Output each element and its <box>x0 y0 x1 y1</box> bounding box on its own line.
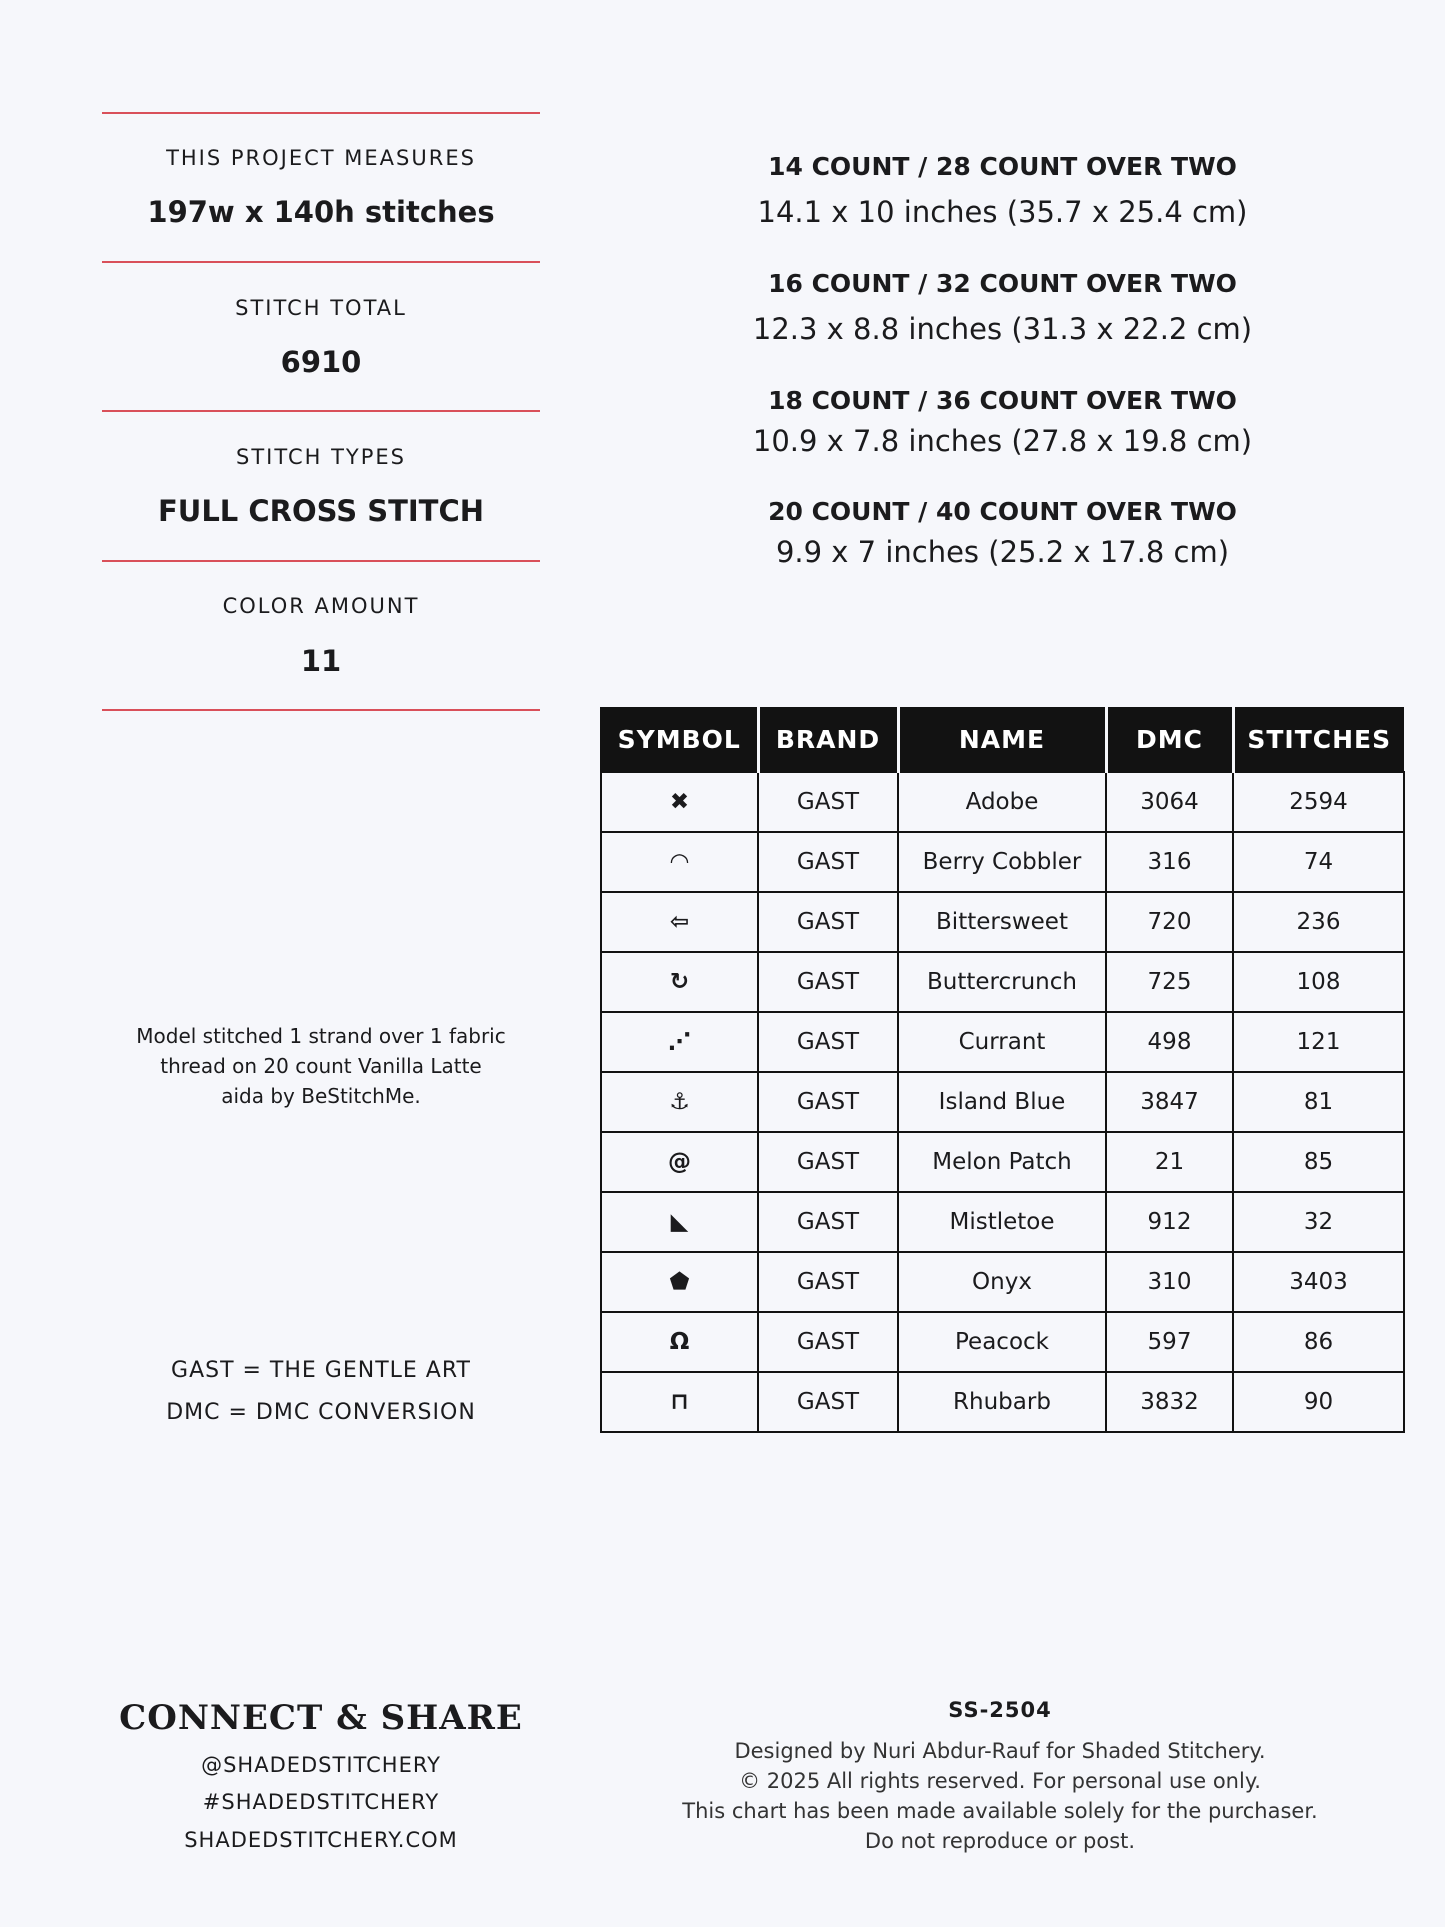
color-amount-value: 11 <box>300 644 342 678</box>
column-header-name: NAME <box>898 707 1106 772</box>
stitches-cell: 32 <box>1233 1192 1404 1252</box>
brand-cell: GAST <box>758 772 898 832</box>
model-note-line: aida by BeStitchMe. <box>221 1084 421 1108</box>
arrow-left-symbol-icon: ⇦ <box>601 892 758 952</box>
dmc-legend: DMC = DMC CONVERSION <box>166 1400 476 1425</box>
dmc-cell: 725 <box>1106 952 1233 1012</box>
arc-symbol-icon: ◠ <box>601 832 758 892</box>
stitches-cell: 2594 <box>1233 772 1404 832</box>
triangle-symbol-icon: ◣ <box>601 1192 758 1252</box>
size-dimensions: 10.9 x 7.8 inches (27.8 x 19.8 cm) <box>752 424 1253 458</box>
stitches-cell: 3403 <box>1233 1252 1404 1312</box>
stitches-cell: 74 <box>1233 832 1404 892</box>
connect-title: CONNECT & SHARE <box>119 1698 523 1738</box>
divider-rule <box>102 560 540 562</box>
website-link[interactable]: SHADEDSTITCHERY.COM <box>184 1828 458 1852</box>
pentagon-symbol-icon: ⬟ <box>601 1252 758 1312</box>
name-cell: Onyx <box>898 1252 1106 1312</box>
divider-rule <box>102 410 540 412</box>
stitches-cell: 121 <box>1233 1012 1404 1072</box>
column-header-symbol: SYMBOL <box>601 707 758 772</box>
model-note-line: thread on 20 count Vanilla Latte <box>160 1054 482 1078</box>
name-cell: Rhubarb <box>898 1372 1106 1432</box>
stitches-cell: 81 <box>1233 1072 1404 1132</box>
dmc-cell: 21 <box>1106 1132 1233 1192</box>
credit-line: Designed by Nuri Abdur-Rauf for Shaded Stitchery. <box>734 1739 1266 1763</box>
dots-symbol-icon: ⋰ <box>601 1012 758 1072</box>
dmc-cell: 310 <box>1106 1252 1233 1312</box>
table-row <box>601 1192 1404 1252</box>
brand-cell: GAST <box>758 892 898 952</box>
social-handle: @SHADEDSTITCHERY <box>201 1753 441 1777</box>
brand-cell: GAST <box>758 1192 898 1252</box>
name-cell: Peacock <box>898 1312 1106 1372</box>
stitches-cell: 108 <box>1233 952 1404 1012</box>
stitch-total-label: STITCH TOTAL <box>235 296 407 320</box>
table-row <box>601 1132 1404 1192</box>
brand-cell: GAST <box>758 1132 898 1192</box>
size-dimensions: 12.3 x 8.8 inches (31.3 x 22.2 cm) <box>752 312 1253 346</box>
cross-symbol-icon: ✖ <box>601 772 758 832</box>
stitch-total-value: 6910 <box>280 345 362 379</box>
column-header-brand: BRAND <box>758 707 898 772</box>
stitch-types-value: FULL CROSS STITCH <box>157 494 485 528</box>
table-row <box>601 832 1404 892</box>
table-row <box>601 1252 1404 1312</box>
stitches-cell: 86 <box>1233 1312 1404 1372</box>
brand-cell: GAST <box>758 1252 898 1312</box>
size-dimensions: 9.9 x 7 inches (25.2 x 17.8 cm) <box>775 535 1230 569</box>
stitches-cell: 236 <box>1233 892 1404 952</box>
name-cell: Melon Patch <box>898 1132 1106 1192</box>
name-cell: Currant <box>898 1012 1106 1072</box>
table-row <box>601 772 1404 832</box>
measures-value: 197w x 140h stitches <box>147 195 495 229</box>
brand-cell: GAST <box>758 832 898 892</box>
name-cell: Berry Cobbler <box>898 832 1106 892</box>
credit-line: © 2025 All rights reserved. For personal use only. <box>739 1769 1261 1793</box>
credit-line: Do not reproduce or post. <box>864 1829 1136 1853</box>
dmc-cell: 720 <box>1106 892 1233 952</box>
color-key-table <box>600 707 1405 1433</box>
brand-cell: GAST <box>758 1312 898 1372</box>
model-note-line: Model stitched 1 strand over 1 fabric <box>136 1024 506 1048</box>
table-row <box>601 1312 1404 1372</box>
anchor-symbol-icon: ⚓ <box>601 1072 758 1132</box>
brand-cell: GAST <box>758 1072 898 1132</box>
credit-block <box>640 1736 1360 1856</box>
divider-rule <box>102 709 540 711</box>
column-header-stitches: STITCHES <box>1233 707 1404 772</box>
dmc-cell: 498 <box>1106 1012 1233 1072</box>
model-note <box>102 1021 540 1111</box>
rotate-symbol-icon: ↻ <box>601 952 758 1012</box>
name-cell: Adobe <box>898 772 1106 832</box>
measures-label: THIS PROJECT MEASURES <box>166 146 476 170</box>
pattern-code: SS-2504 <box>948 1698 1052 1722</box>
stitches-cell: 90 <box>1233 1372 1404 1432</box>
omega-symbol-icon: Ω <box>601 1312 758 1372</box>
table-row <box>601 1072 1404 1132</box>
divider-rule <box>102 112 540 114</box>
stitch-types-label: STITCH TYPES <box>236 445 406 469</box>
bracket-symbol-icon: ⊓ <box>601 1372 758 1432</box>
column-header-dmc: DMC <box>1106 707 1233 772</box>
name-cell: Bittersweet <box>898 892 1106 952</box>
dmc-cell: 597 <box>1106 1312 1233 1372</box>
table-row <box>601 892 1404 952</box>
at-sign-symbol-icon: @ <box>601 1132 758 1192</box>
size-dimensions: 14.1 x 10 inches (35.7 x 25.4 cm) <box>757 195 1248 229</box>
color-amount-label: COLOR AMOUNT <box>222 594 420 618</box>
dmc-cell: 3064 <box>1106 772 1233 832</box>
dmc-cell: 3832 <box>1106 1372 1233 1432</box>
name-cell: Buttercrunch <box>898 952 1106 1012</box>
size-count-heading: 18 COUNT / 36 COUNT OVER TWO <box>768 386 1237 415</box>
table-row <box>601 1372 1404 1432</box>
name-cell: Mistletoe <box>898 1192 1106 1252</box>
brand-legend: GAST = THE GENTLE ART <box>171 1358 471 1383</box>
table-header-row <box>601 707 1404 772</box>
social-hashtag: #SHADEDSTITCHERY <box>202 1790 440 1814</box>
dmc-cell: 912 <box>1106 1192 1233 1252</box>
brand-cell: GAST <box>758 1372 898 1432</box>
dmc-cell: 3847 <box>1106 1072 1233 1132</box>
size-count-heading: 16 COUNT / 32 COUNT OVER TWO <box>768 269 1237 298</box>
table-row <box>601 952 1404 1012</box>
credit-line: This chart has been made available solely for the purchaser. <box>682 1799 1318 1823</box>
stitches-cell: 85 <box>1233 1132 1404 1192</box>
brand-cell: GAST <box>758 952 898 1012</box>
size-count-heading: 14 COUNT / 28 COUNT OVER TWO <box>768 152 1237 181</box>
dmc-cell: 316 <box>1106 832 1233 892</box>
name-cell: Island Blue <box>898 1072 1106 1132</box>
brand-cell: GAST <box>758 1012 898 1072</box>
table-row <box>601 1012 1404 1072</box>
size-count-heading: 20 COUNT / 40 COUNT OVER TWO <box>768 497 1237 526</box>
divider-rule <box>102 261 540 263</box>
